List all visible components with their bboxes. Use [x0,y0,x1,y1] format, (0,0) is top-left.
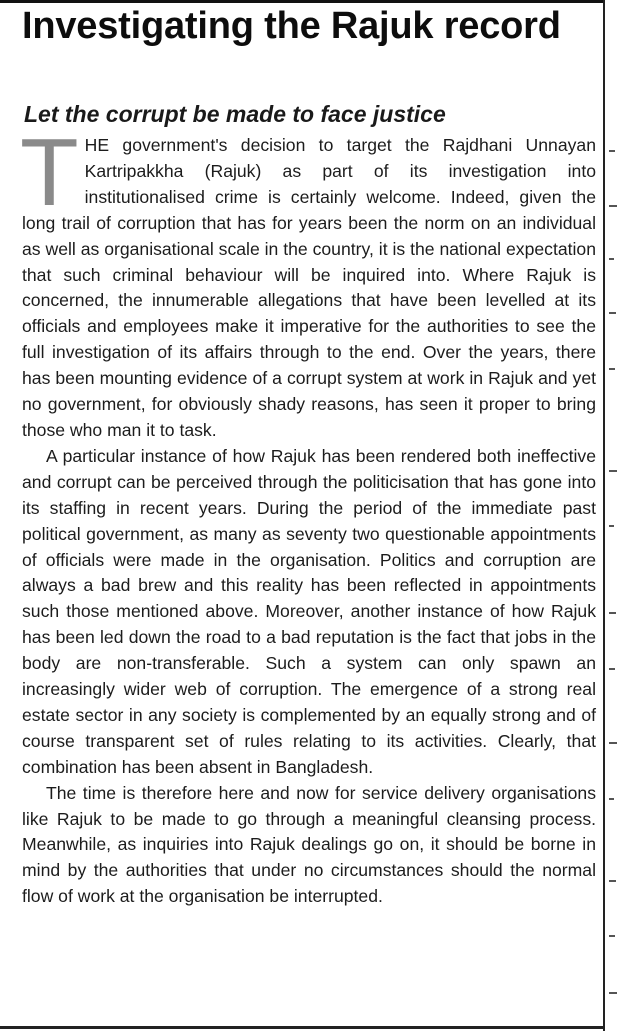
paragraph-text: HE government's decision to target the Rajdhani Unnayan Kartripakkha (Rajuk) as part of its investigation into institutionalised crime is certainly welcome. Indeed, given the long trail of corruption that has for years been the norm on an individual as well as organisational scale in the country, it is the national expectation that such criminal behaviour will be inquired into. Where Rajuk is concerned, the innumerable allegations that have been levelled at its officials and employees make it imperative for the authorities to see the full investigation of its affairs through to the end. Over the years, there has been mounting evidence of a corrupt system at work in Rajuk and yet no government, for obviously shady reasons, has seen it proper to bring those who man it to task. [22,135,596,440]
article-paragraph: The time is therefore here and now for service delivery organisations like Rajuk to be made to go through a meaningful cleansing process. Meanwhile, as inquiries into Rajuk dealings go on, it should be borne in mind by the authorities that under no circumstances should the normal flow of work at the organisation be interrupted. [22,782,596,907]
bottom-rule [0,1026,604,1029]
column-divider [603,0,605,1031]
article-paragraph [20,119,596,444]
drop-cap: T [20,119,79,226]
article-body [20,119,596,910]
article-headline: Investigating the Rajuk record [22,5,561,47]
adjacent-column-fragment [607,0,619,1031]
article-subheadline: Let the corrupt be made to face justice [24,101,446,127]
article-paragraph: A particular instance of how Rajuk has been rendered both ineffective and corrupt can be perceived through the politicisation that has gone into its staffing in recent years. During the period of the immediate past political government, as many as seventy two questionable appointments of officials were made in the organisation. Politics and corruption are always a bad brew and this reality has been reflected in appointments such those mentioned above. Moreover, another instance of how Rajuk has been led down the road to a bad reputation is the fact that jobs in the body are non-transferable. Such a system can only spawn an increasingly wider web of corruption. The emergence of a strong real estate sector in any society is complemented by an equally strong and of course transparent set of rules relating to its activities. Clearly, that combination has been absent in Bangladesh. [22,445,596,777]
